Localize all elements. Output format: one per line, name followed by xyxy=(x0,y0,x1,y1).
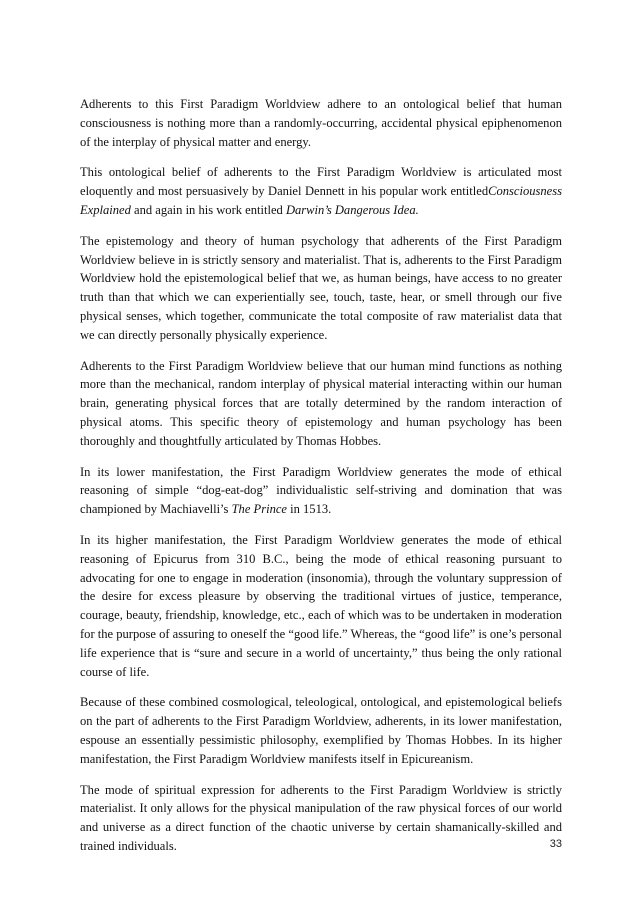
italic-title-text: Consciousness Explained xyxy=(80,184,562,217)
paragraph xyxy=(80,232,562,345)
italic-title-text: The Prince xyxy=(231,502,287,517)
paragraph-text: and again in his work entitled xyxy=(130,202,286,217)
paragraph xyxy=(80,781,562,856)
paragraph xyxy=(80,693,562,768)
italic-title-text: Darwin’s Dangerous Idea. xyxy=(285,202,419,217)
paragraph-text: Because of these combined cosmological, teleological, ontological, and epistemological beliefs on the part of adherents to the First Paradigm Worldview, adherents, in its lower manifestation, espouse an essentially pessimistic philosophy, exemplified by Thomas Hobbes. In its higher manifestation, the First Paradigm Worldview manifests itself in Epicureanism. xyxy=(80,695,562,766)
paragraph-text: The epistemology and theory of human psychology that adherents of the First Paradigm Worldview believe in is strictly sensory and materialist. That is, adherents to the First Paradigm Worldview hold the epistemological belief that we, as human beings, have access to no greater truth than that which we can experientially see, touch, taste, hear, or smell through our five physical senses, which together, communicate the total composite of raw materialist data that we can directly personally physically experience. xyxy=(80,233,562,342)
paragraph-text: Adherents to the First Paradigm Worldview believe that our human mind functions as nothing more than the mechanical, random interplay of physical material interacting within our human brain, generating physical forces that are totally determined by the random interaction of physical atoms. This specific theory of epistemology and human psychology has been thoroughly and thoughtfully articulated by Thomas Hobbes. xyxy=(80,358,562,448)
paragraph-text: The mode of spiritual expression for adherents to the First Paradigm Worldview is strictly materialist. It only allows for the physical manipulation of the raw physical forces of our world and universe as a direct function of the chaotic universe by certain shamanically-skilled and trained individuals. xyxy=(80,782,562,853)
paragraph-text: This ontological belief of adherents to the First Paradigm Worldview is articulated most eloquently and most persuasively by Daniel Dennett in his popular work entitled xyxy=(80,165,562,199)
paragraph xyxy=(80,357,562,451)
paragraph xyxy=(80,95,562,151)
body-text xyxy=(80,95,562,868)
paragraph xyxy=(80,531,562,681)
paragraph-text: In its higher manifestation, the First Paradigm Worldview generates the mode of ethical reasoning of Epicurus from 310 B.C., being the mode of ethical reasoning pursuant to advocating for one to engage in moderation (insonomia), through the voluntary suppression of the desire for excess pleasure by observing the traditional virtues of justice, temperance, courage, beauty, friendship, knowledge, etc., each of which was to be undertaken in moderation for the purpose of assuring to oneself the “good life.” Whereas, the “good life” is one’s personal life experience that is “sure and secure in a world of uncertainty,” thus being the only rational course of life. xyxy=(80,532,562,679)
paragraph-text: In its lower manifestation, the First Paradigm Worldview generates the mode of ethical reasoning of simple “dog-eat-dog” individualistic self-striving and domination that was championed by Machiavelli’s xyxy=(80,464,562,517)
paragraph-text: in 1513. xyxy=(286,502,332,517)
paragraph xyxy=(80,463,562,519)
page-number: 33 xyxy=(549,838,562,850)
paragraph-text: Adherents to this First Paradigm Worldview adhere to an ontological belief that human consciousness is nothing more than a randomly-occurring, accidental physical epiphenomenon of the interplay of physical matter and energy. xyxy=(80,97,562,149)
paragraph xyxy=(80,163,562,219)
